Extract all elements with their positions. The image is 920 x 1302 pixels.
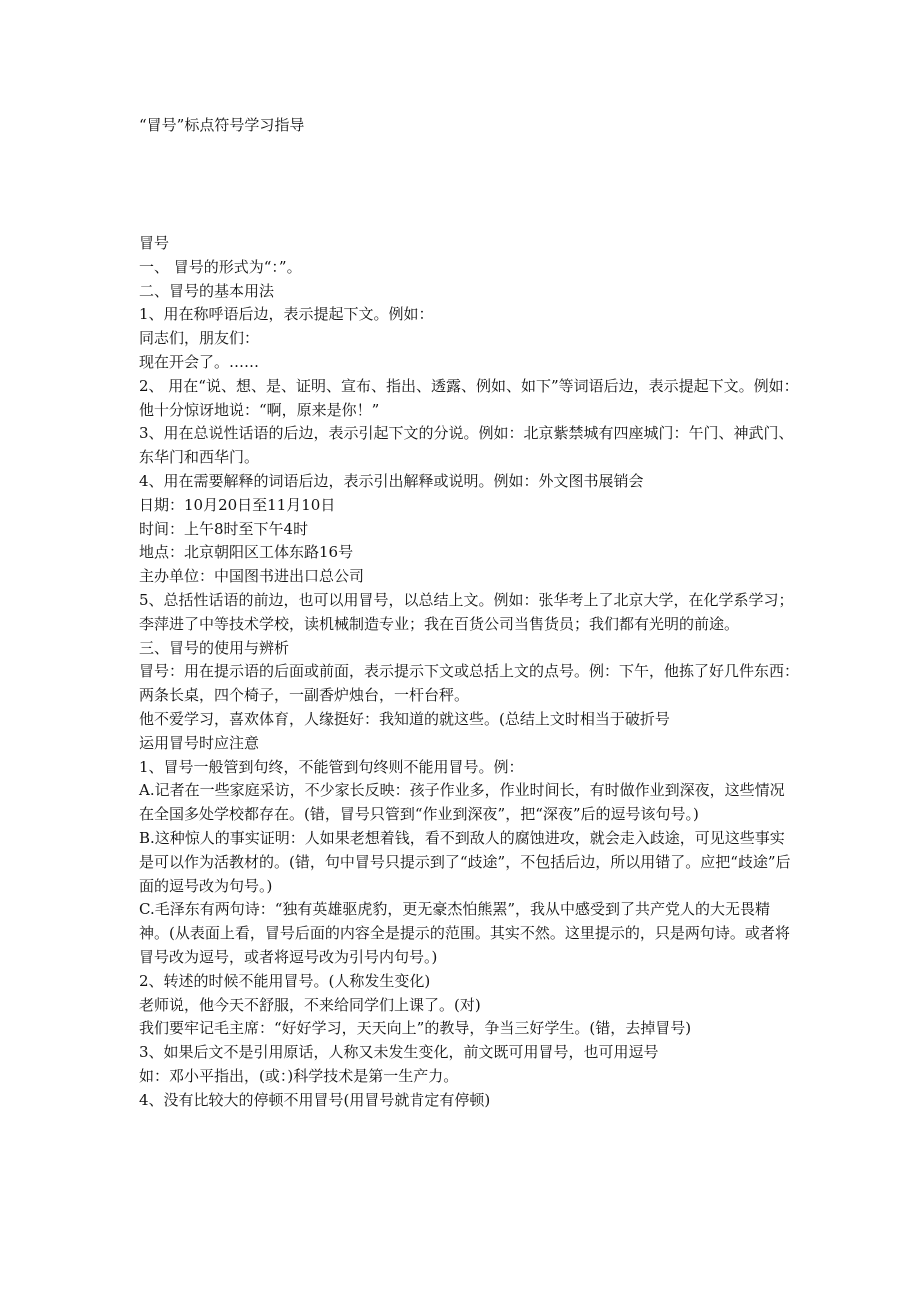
paragraph: B.这种惊人的事实证明：人如果老想着钱，看不到敌人的腐蚀进攻，就会走入歧途，可见这些事实是可以作为活教材的。(错，句中冒号只提示到了“歧途”，不包括后边，所以用错了。应把“歧途”后面的逗号改为句号。) (139, 828, 791, 895)
paragraph: 现在开会了。…… (139, 352, 260, 371)
paragraph: 时间：上午8时至下午4时 (139, 519, 309, 538)
paragraph: 3、用在总说性话语的后边，表示引起下文的分说。例如：北京紫禁城有四座城门：午门、神武门、东华门和西华门。 (139, 424, 794, 467)
paragraph: 同志们，朋友们： (139, 329, 260, 348)
paragraph: 三、冒号的使用与辨析 (139, 638, 290, 657)
paragraph: 3、如果后文不是引用原话，人称又未发生变化，前文既可用冒号，也可用逗号 (139, 1043, 659, 1062)
paragraph: A.记者在一些家庭采访，不少家长反映：孩子作业多，作业时间长，有时做作业到深夜，这些情况在全国多处学校都存在。(错，冒号只管到“作业到深夜”，把“深夜”后的逗号该句号。) (139, 781, 785, 824)
paragraph: 日期：10月20日至11月10日 (139, 495, 336, 514)
paragraph: 二、冒号的基本用法 (139, 281, 275, 300)
paragraph: 1、冒号一般管到句终，不能管到句终则不能用冒号。例： (139, 757, 524, 776)
paragraph: 我们要牢记毛主席：“好好学习，天天向上”的教导，争当三好学生。(错，去掉冒号) (139, 1019, 692, 1038)
section-heading: 冒号 (139, 234, 170, 252)
paragraph: 冒号：用在提示语的后面或前面，表示提示下文或总括上文的点号。例：下午，他拣了好几件东西：两条长桌，四个椅子，一副香炉烛台，一杆台秤。 (139, 662, 800, 705)
paragraph: 4、用在需要解释的词语后边，表示引出解释或说明。例如：外文图书展销会 (139, 471, 644, 490)
paragraph: 1、用在称呼语后边，表示提起下文。例如： (139, 305, 434, 324)
document-title: “冒号”标点符号学习指导 (139, 116, 305, 134)
paragraph: 2、转述的时候不能用冒号。(人称发生变化) (139, 971, 431, 990)
paragraph: 他不爱学习，喜欢体育，人缘挺好：我知道的就这些。(总结上文时相当于破折号 (139, 709, 670, 728)
paragraph: 地点：北京朝阳区工体东路16号 (139, 543, 354, 562)
paragraph: 4、没有比较大的停顿不用冒号(用冒号就肯定有停顿) (139, 1090, 491, 1109)
paragraph: 运用冒号时应注意 (139, 733, 260, 752)
document-body (139, 232, 799, 1112)
paragraph: 一、 冒号的形式为“：”。 (139, 257, 302, 276)
paragraph: 主办单位：中国图书进出口总公司 (139, 567, 365, 586)
paragraph: C.毛泽东有两句诗：“独有英雄驱虎豹，更无豪杰怕熊罴”，我从中感受到了共产党人的大无畏精神。(从表面上看，冒号后面的内容全是提示的范围。其实不然。这里提示的，只是两句诗。或者将冒号改为逗号，或者将逗号改为引号内句号。) (139, 900, 790, 966)
paragraph: 如：邓小平指出，(或：)科学技术是第一生产力。 (139, 1066, 459, 1085)
paragraph: 老师说，他今天不舒服，不来给同学们上课了。(对) (139, 995, 481, 1014)
paragraph: 5、总括性话语的前边，也可以用冒号，以总结上文。例如：张华考上了北京大学，在化学系学习；李萍进了中等技术学校，读机械制造专业；我在百货公司当售货员；我们都有光明的前途。 (139, 590, 794, 633)
paragraph: 2、 用在“说、想、是、证明、宣布、指出、透露、例如、如下”等词语后边，表示提起下文。例如：他十分惊讶地说：“啊，原来是你！” (139, 376, 799, 419)
